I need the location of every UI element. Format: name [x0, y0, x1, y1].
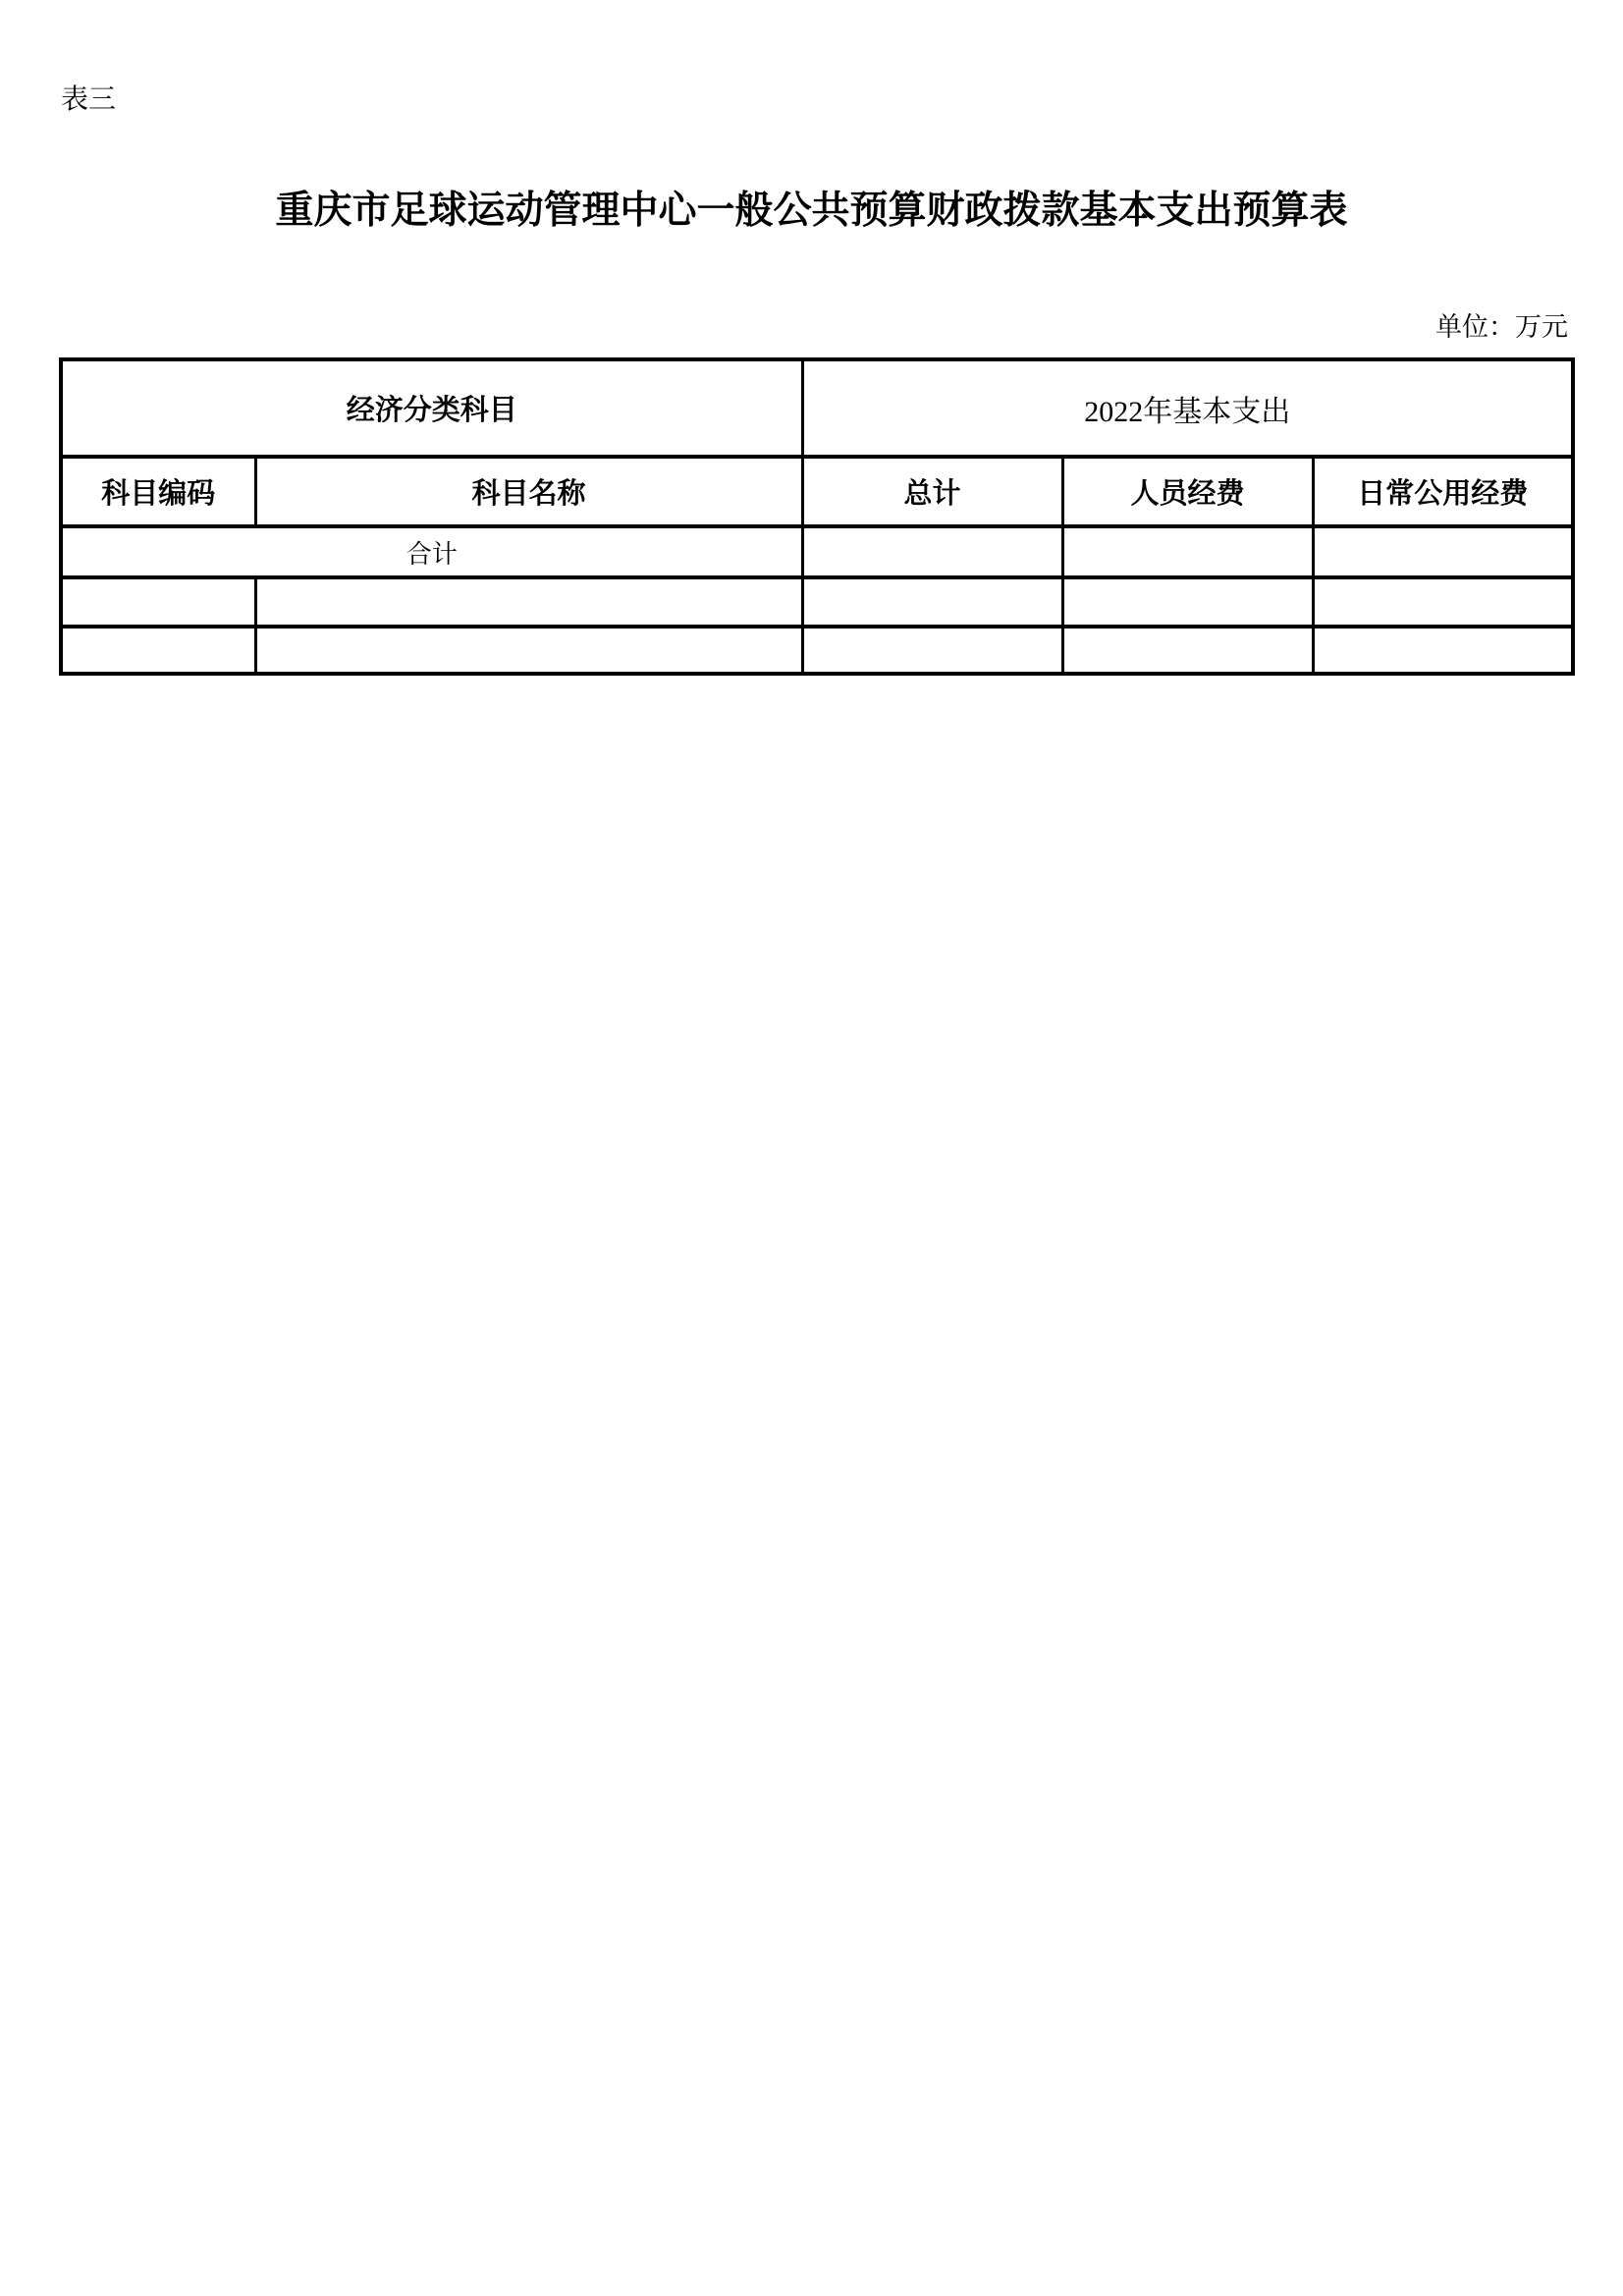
cell-total-daily-public [1313, 526, 1573, 577]
group-header-2022-basic-expenditure: 2022年基本支出 [802, 359, 1573, 457]
table-row-empty-1 [61, 577, 1573, 627]
total-row [61, 526, 1573, 577]
sheet-label: 表三 [61, 82, 117, 115]
group-header-row [61, 359, 1573, 457]
cell-total-personnel [1062, 526, 1313, 577]
cell-daily-public [1313, 627, 1573, 674]
cell-name [255, 577, 802, 627]
group-header-economic-classification: 经济分类科目 [61, 359, 802, 457]
budget-table [59, 357, 1575, 676]
column-header-personnel-funds: 人员经费 [1062, 457, 1313, 526]
column-header-row [61, 457, 1573, 526]
cell-total [802, 627, 1062, 674]
cell-personnel [1062, 627, 1313, 674]
cell-code [61, 577, 255, 627]
table-row-empty-2 [61, 627, 1573, 674]
cell-daily-public [1313, 577, 1573, 627]
cell-name [255, 627, 802, 674]
unit-note: 单位：万元 [1435, 312, 1568, 343]
column-header-daily-public-funds: 日常公用经费 [1313, 457, 1573, 526]
cell-code [61, 627, 255, 674]
column-header-subject-code: 科目编码 [61, 457, 255, 526]
cell-total-total [802, 526, 1062, 577]
cell-personnel [1062, 577, 1313, 627]
column-header-total: 总计 [802, 457, 1062, 526]
cell-total [802, 577, 1062, 627]
page-title: 重庆市足球运动管理中心一般公共预算财政拨款基本支出预算表 [275, 190, 1348, 232]
cell-total-label: 合计 [61, 526, 802, 577]
column-header-subject-name: 科目名称 [255, 457, 802, 526]
